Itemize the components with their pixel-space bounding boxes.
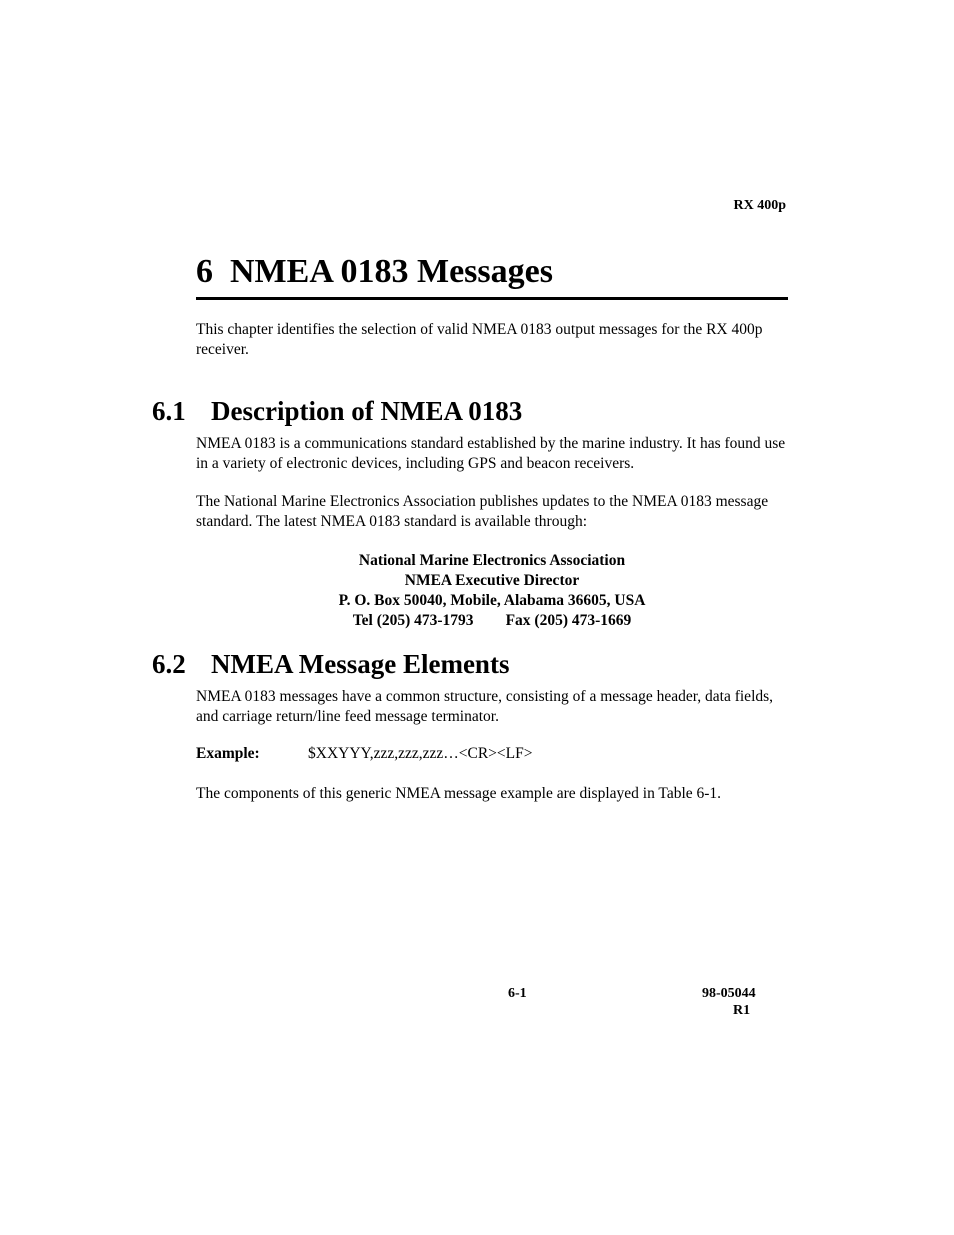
- section-title-text: NMEA Message Elements: [211, 649, 510, 679]
- chapter-title-rule: [196, 297, 788, 300]
- chapter-title: [196, 253, 553, 291]
- section-6-2-paragraph-2: The components of this generic NMEA message example are displayed in Table 6-1.: [196, 785, 722, 802]
- nmea-address-block: [196, 551, 788, 631]
- section-6-2-paragraph-1: NMEA 0183 messages have a common structure, consisting of a message header, data fields, and carriage return/line feed message terminator.: [196, 688, 774, 725]
- chapter-number: 6: [196, 253, 213, 290]
- section-heading-6-2: [152, 649, 509, 680]
- address-tel: Tel (205) 473-1793: [352, 612, 474, 629]
- section-title-text: Description of NMEA 0183: [211, 396, 523, 426]
- document-number: 98-05044: [702, 986, 756, 1001]
- example-label: Example:: [196, 745, 260, 762]
- address-line: National Marine Electronics Association: [358, 552, 626, 569]
- section-heading-6-1: [152, 396, 522, 427]
- section-number: 6.1: [152, 396, 186, 426]
- example-value: $XXYYY,zzz,zzz,zzz…<CR><LF>: [308, 745, 533, 762]
- chapter-intro: This chapter identifies the selection of valid NMEA 0183 output messages for the RX 400p receiver.: [196, 321, 763, 358]
- section-6-1-paragraph-1: NMEA 0183 is a communications standard established by the marine industry. It has found use in a variety of electronic devices, including GPS and beacon receivers.: [196, 435, 786, 472]
- message-example: [196, 745, 533, 763]
- chapter-title-text: NMEA 0183 Messages: [230, 253, 553, 290]
- address-contact-line: [196, 611, 788, 631]
- section-6-1-paragraph-2: The National Marine Electronics Association publishes updates to the NMEA 0183 message standard. The latest NMEA 0183 standard is available through:: [196, 493, 769, 530]
- address-fax: Fax (205) 473-1669: [505, 612, 632, 629]
- address-line: P. O. Box 50040, Mobile, Alabama 36605, USA: [338, 592, 646, 609]
- document-revision: R1: [733, 1003, 751, 1018]
- page-number: 6-1: [508, 986, 527, 1001]
- running-header: RX 400p: [733, 198, 786, 213]
- section-number: 6.2: [152, 649, 186, 679]
- address-line: NMEA Executive Director: [404, 572, 580, 589]
